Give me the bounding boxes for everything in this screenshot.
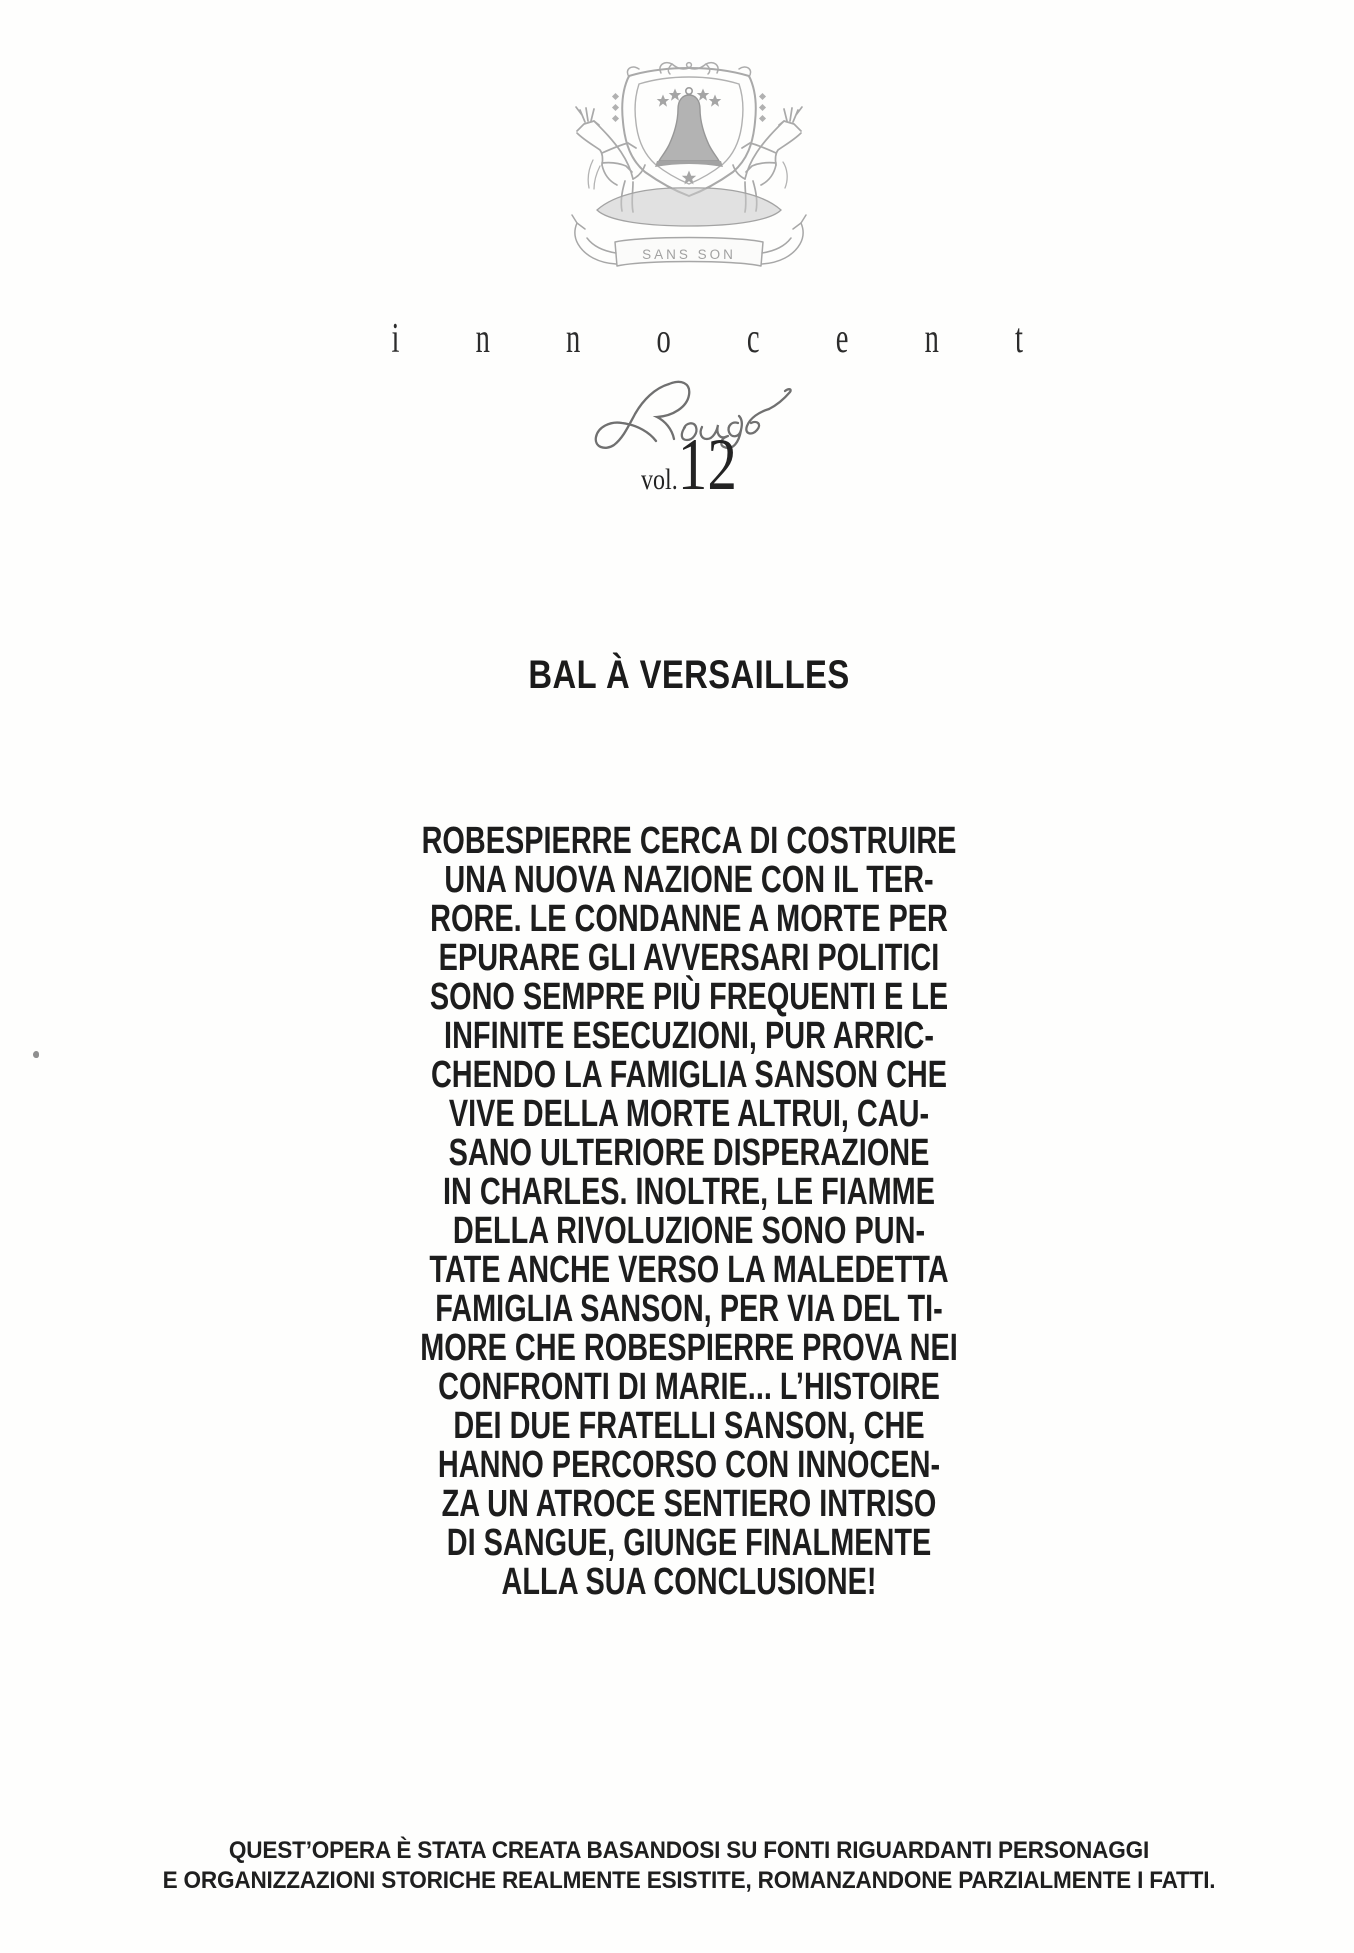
synopsis-line: TATE ANCHE VERSO LA MALEDETTA [429,1249,949,1291]
synopsis-line: DEI DUE FRATELLI SANSON, CHE [453,1405,925,1447]
ground-mound [588,160,787,226]
synopsis-line: DI SANGUE, GIUNGE FINALMENTE [446,1522,932,1564]
chapter-title: BAL À VERSAILLES [528,653,850,697]
synopsis-line: CONFRONTI DI MARIE... L’HISTOIRE [438,1366,940,1408]
volume-number: 12 [677,424,737,506]
synopsis-line: VIVE DELLA MORTE ALTRUI, CAU- [448,1093,930,1135]
synopsis-line: SONO SEMPRE PIÙ FREQUENTI E LE [429,976,949,1018]
synopsis-line: ROBESPIERRE CERCA DI COSTRUIRE [421,820,957,862]
synopsis-line: UNA NUOVA NAZIONE CON IL TER- [444,859,934,901]
disclaimer [62,1836,1316,1896]
synopsis-line: HANNO PERCORSO CON INNOCEN- [437,1444,941,1486]
volume-prefix: vol. [641,463,678,496]
sanson-crest [569,60,809,278]
series-title-row [22,318,1354,360]
paper-speck [33,1051,39,1058]
disclaimer-line: E ORGANIZZAZIONI STORICHE REALMENTE ESISTITE, ROMANZANDONE PARZIALMENTE I FATTI. [162,1867,1216,1894]
crest-top-ornament [627,63,750,77]
disclaimer-line: QUEST’OPERA È STATA CREATA BASANDOSI SU FONTI RIGUARDANTI PERSONAGGI [228,1837,1150,1864]
synopsis-line: INFINITE ESECUZIONI, PUR ARRIC- [444,1015,934,1057]
star-icon [697,89,710,101]
synopsis-line: FAMIGLIA SANSON, PER VIA DEL TI- [435,1288,943,1330]
synopsis-line: CHENDO LA FAMIGLIA SANSON CHE [430,1054,948,1096]
synopsis-line: EPURARE GLI AVVERSARI POLITICI [438,937,940,979]
shield-charges [655,88,723,185]
motto-text: SANS SON [642,247,736,262]
synopsis-line: ZA UN ATROCE SENTIERO INTRISO [441,1483,937,1525]
series-title: innocent [391,316,1099,362]
star-icon [709,95,722,107]
page-content [22,0,1354,1953]
synopsis-line: DELLA RIVOLUZIONE SONO PUN- [452,1210,926,1252]
synopsis-block [182,822,1196,1602]
synopsis-line: RORE. LE CONDANNE A MORTE PER [430,898,948,940]
synopsis-line: ALLA SUA CONCLUSIONE! [501,1561,877,1603]
volume-indicator [155,424,1222,506]
synopsis-line: IN CHARLES. INOLTRE, LE FIAMME [442,1171,936,1213]
synopsis-line: MORE CHE ROBESPIERRE PROVA NEI [420,1327,958,1369]
synopsis-line: SANO ULTERIORE DISPERAZIONE [448,1132,930,1174]
star-icon [657,95,670,107]
star-icon [669,89,682,101]
